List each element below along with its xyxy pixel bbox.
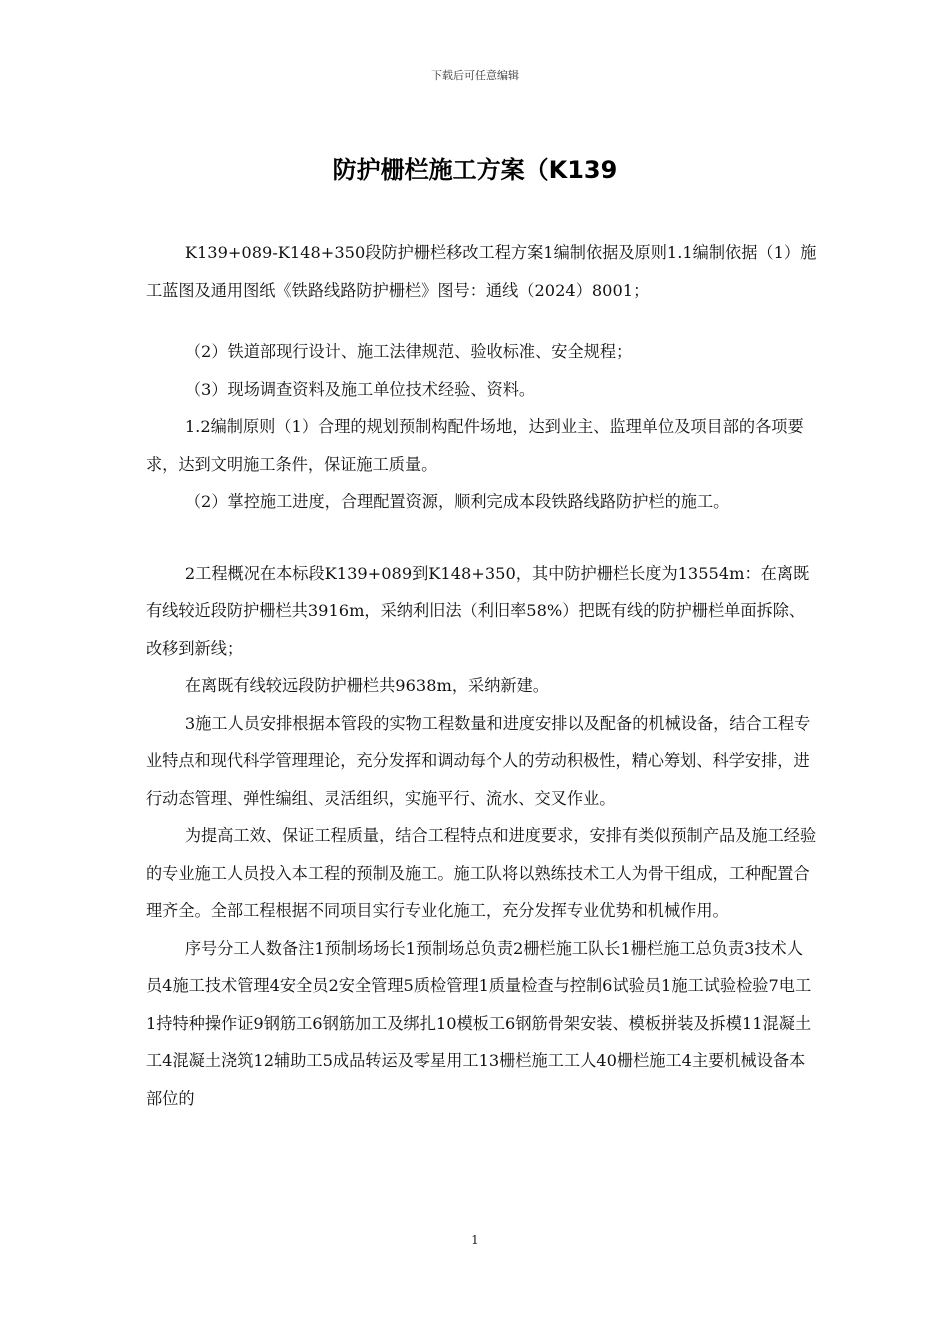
paragraph-regulations: （2）铁道部现行设计、施工法律规范、验收标准、安全规程； bbox=[184, 342, 633, 361]
paragraph-survey: （3）现场调查资料及施工单位技术经验、资料。 bbox=[184, 379, 536, 399]
paragraph-progress: （2）掌控施工进度，合理配置资源，顺利完成本段铁路线路防护栏的施工。 bbox=[184, 492, 730, 511]
page-number: 1 bbox=[471, 1233, 479, 1247]
paragraph-basis: K139+089-K148+350段防护栅栏移改工程方案1编制依据及原则1.1编制依据（1）施工蓝图及通用图纸《铁路线路防护栅栏》图号：通线（2024）8001； bbox=[146, 243, 817, 300]
document-body bbox=[146, 234, 818, 1117]
paragraph-efficiency: 为提高工效、保证工程质量，结合工程特点和进度要求，安排有类似预制产品及施工经验的专业施工人员投入本工程的预制及施工。施工队将以熟练技术工人为骨干组成，工种配置合理齐全。全部工程根据不同项目实行专业化施工，充分发挥专业优势和机械作用。 bbox=[146, 826, 817, 920]
paragraph-new-build: 在离既有线较远段防护栅栏共9638m，采纳新建。 bbox=[184, 676, 549, 695]
page-header: 下载后可任意编辑 bbox=[431, 69, 519, 82]
paragraph-staff-table: 序号分工人数备注1预制场场长1预制场总负责2栅栏施工队长1栅栏施工总负责3技术人员4施工技术管理4安全员2安全管理5质检管理1质量检查与控制6试验员1施工试验检验7电工1持特种操作证9钢筋工6钢筋加工及绑扎10模板工6钢筋骨架安装、模板拼装及拆模11混凝土工4混凝土浇筑12辅助工5成品转运及零星用工13栅栏施工工人40栅栏施工4主要机械设备本部位的 bbox=[146, 938, 812, 1108]
paragraph-staffing: 3施工人员安排根据本管段的实物工程数量和进度安排以及配备的机械设备，结合工程专业特点和现代科学管理理论，充分发挥和调动每个人的劳动积极性，精心筹划、科学安排，进行动态管理、弹性编组、灵活组织，实施平行、流水、交叉作业。 bbox=[146, 713, 811, 808]
paragraph-principles: 1.2编制原则（1）合理的规划预制构配件场地，达到业主、监理单位及项目部的各项要求，达到文明施工条件，保证施工质量。 bbox=[146, 417, 804, 474]
document-title: 防护栅栏施工方案（K139 bbox=[332, 156, 618, 184]
paragraph-overview: 2工程概况在本标段K139+089到K148+350，其中防护栅栏长度为13554m：在离既有线较近段防护栅栏共3916m，采纳利旧法（利旧率58%）把既有线的防护栅栏单面拆除、改移到新线； bbox=[146, 563, 810, 658]
